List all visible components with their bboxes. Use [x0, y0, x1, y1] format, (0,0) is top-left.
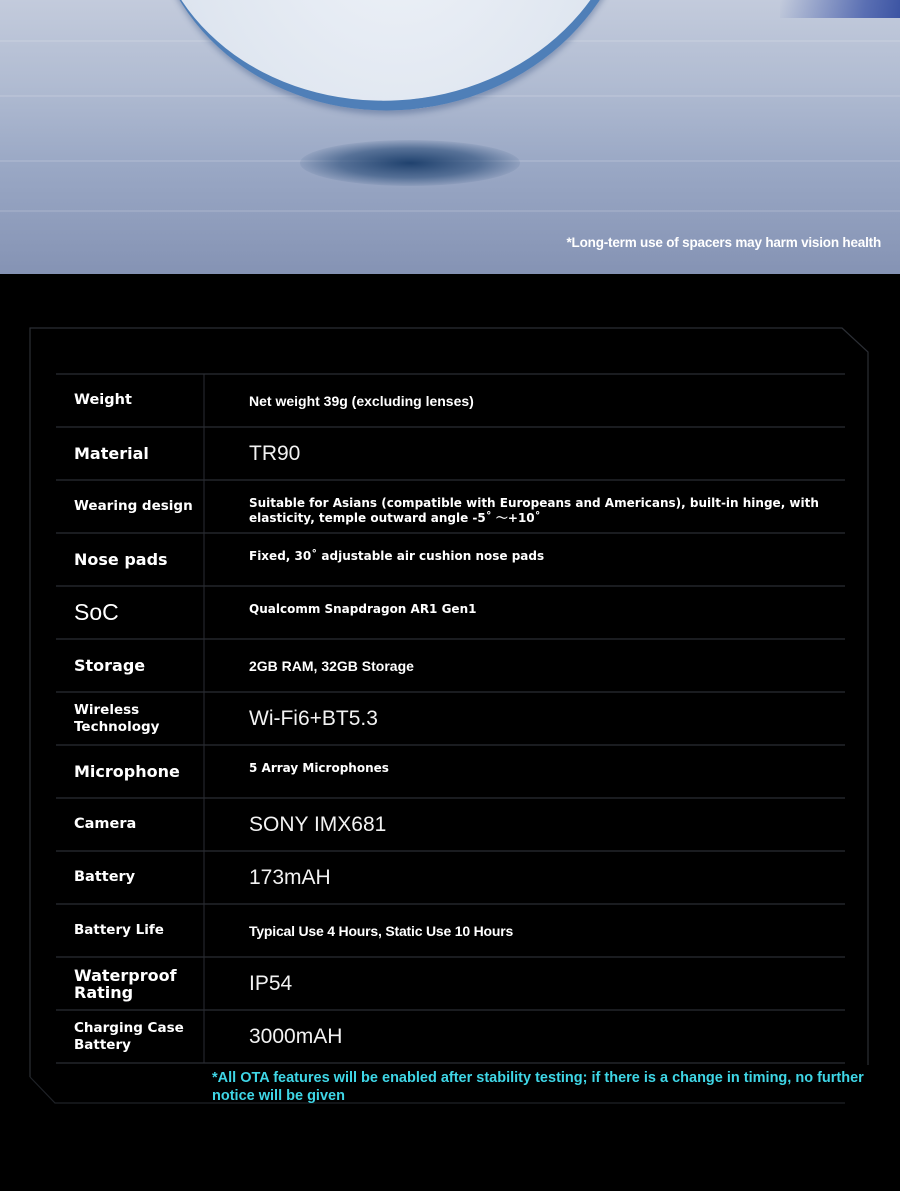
- spec-label: Storage: [74, 656, 146, 675]
- ota-footnote: *All OTA features will be enabled after stability testing; if there is a change in timing, no further notice will be given: [212, 1070, 864, 1104]
- spec-panel: [0, 274, 900, 1191]
- spec-value: SONY IMX681: [249, 812, 387, 836]
- spec-value: 3000mAH: [249, 1024, 343, 1048]
- spec-value: 173mAH: [249, 865, 331, 889]
- spec-row: [56, 692, 845, 745]
- spec-label: Battery: [74, 869, 136, 885]
- spec-value: Fixed, 30˚ adjustable air cushion nose pads: [249, 549, 545, 563]
- spec-label: Camera: [74, 816, 137, 832]
- spec-label: Nose pads: [74, 550, 168, 569]
- spec-value: Typical Use 4 Hours, Static Use 10 Hours: [249, 922, 514, 939]
- spec-label: Microphone: [74, 762, 180, 781]
- spec-value: 5 Array Microphones: [249, 761, 389, 775]
- spec-value: Suitable for Asians (compatible with Europeans and Americans), built-in hinge, with elasticity, temple outward angle -5˚ ～+10˚: [249, 496, 819, 525]
- spec-row: [56, 1010, 845, 1063]
- spec-label: Material: [74, 444, 149, 463]
- spec-value: Qualcomm Snapdragon AR1 Gen1: [249, 602, 477, 616]
- spec-label: Charging Case Battery: [74, 1019, 184, 1053]
- spec-row: [56, 586, 845, 639]
- spec-row: [56, 798, 845, 851]
- hero-corner-reflection: [780, 0, 900, 18]
- hero-disclaimer: *Long-term use of spacers may harm vision health: [566, 235, 881, 250]
- spec-value: TR90: [249, 441, 301, 465]
- spec-label: Battery Life: [74, 922, 164, 938]
- spec-label: Weight: [74, 392, 132, 408]
- spec-row: [56, 374, 845, 427]
- spec-row: [56, 851, 845, 904]
- spec-value: 2GB RAM, 32GB Storage: [249, 657, 414, 674]
- spec-label: Waterproof Rating: [74, 965, 177, 1002]
- spec-row: [56, 957, 845, 1010]
- spec-row: [56, 904, 845, 957]
- hero-image: [0, 0, 900, 274]
- spec-value: IP54: [249, 971, 293, 995]
- water-streak: [0, 210, 900, 212]
- spec-row: [56, 639, 845, 692]
- spec-row: [56, 480, 845, 533]
- spec-row: [56, 533, 845, 586]
- spec-label: Wearing design: [74, 498, 193, 514]
- spec-row: [56, 427, 845, 480]
- lens-shadow: [300, 140, 520, 186]
- spec-value: Net weight 39g (excluding lenses): [249, 392, 474, 409]
- spec-label: SoC: [74, 599, 119, 625]
- spec-value: Wi-Fi6+BT5.3: [249, 706, 378, 730]
- lens-graphic: [122, 0, 665, 142]
- spec-row: [56, 745, 845, 798]
- spec-label: Wireless Technology: [74, 701, 160, 735]
